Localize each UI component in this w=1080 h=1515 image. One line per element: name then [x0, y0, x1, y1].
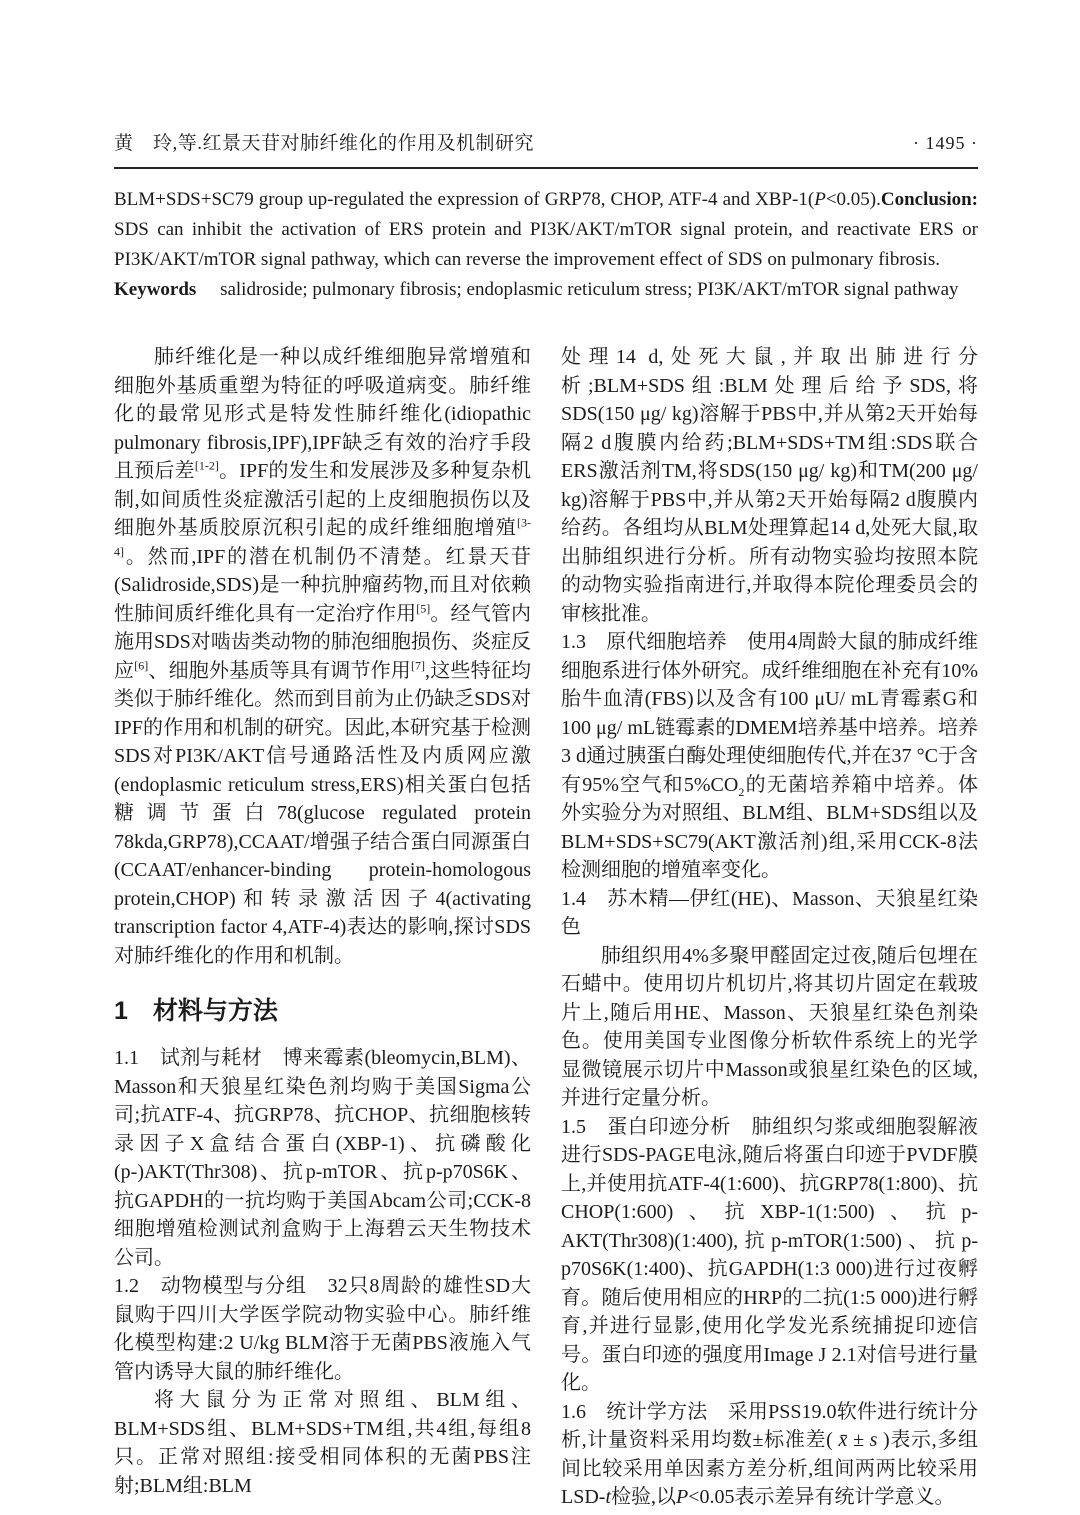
paragraph: [561, 885, 978, 942]
reference-superscript: [5]: [416, 600, 431, 615]
reference-superscript: [3-4]: [114, 515, 531, 558]
text-run: 处理14 d,处死大鼠,并取出肺进行分析;BLM+SDS组:BLM处理后给予SDS,将SDS(150 μg/ kg)溶解于PBS中,并从第2天开始每隔2 d腹膜内给药;BLM+SDS+TM组:SDS联合ERS激活剂TM,将SDS(150 μg/ kg)和TM(200 μg/ kg)溶解于PBS中,并从第2天开始每隔2 d腹膜内给药。各组均从BLM处理算起14 d,处死大鼠,取出肺组织进行分析。所有动物实验均按照本院的动物实验指南进行,并取得本院伦理委员会的审核批准。: [561, 346, 978, 625]
paragraph: [561, 942, 978, 1113]
text-run: <0.05表示差异有统计学意义。: [688, 1486, 955, 1508]
text-run: 1.3 原代细胞培养 使用4周龄大鼠的肺成纤维细胞系进行体外研究。成纤维细胞在补充有10%胎牛血清(FBS)以及含有100 μU/ mL青霉素G和100 μg/ mL链霉素的DMEM培养基中培养。培养3 d通过胰蛋白酶处理使细胞传代,并在37 °C于含有95%空气和5%CO: [561, 631, 978, 796]
article-body: [114, 343, 978, 1512]
text-run: 将大鼠分为正常对照组、BLM组、BLM+SDS组、BLM+SDS+TM组,共4组,每组8只。正常对照组:接受相同体积的无菌PBS注射;BLM组:BLM: [114, 1389, 531, 1497]
text-run: 1 材料与方法: [114, 997, 278, 1025]
text-run: 。IPF的发生和发展涉及多种复杂机制,如间质性炎症激活引起的上皮细胞损伤以及细胞外基质胶原沉积引起的成纤维细胞增殖: [114, 460, 532, 539]
text-run: t: [605, 1486, 612, 1508]
text-run: 检验,以: [611, 1486, 677, 1508]
text-run: BLM+SDS+SC79 group up-regulated the expression of GRP78, CHOP, ATF-4 and XBP-1(: [114, 189, 815, 210]
text-run: P: [814, 189, 826, 210]
text-run: salidroside; pulmonary fibrosis; endoplasmic reticulum stress; PI3K/AKT/mTOR signal pathway: [196, 279, 959, 300]
subscript-text: 2: [738, 784, 745, 799]
text-run: ,这些特征均类似于肺纤维化。然而到目前为止仍缺乏SDS对IPF的作用和机制的研究。因此,本研究基于检测SDS对PI3K/AKT信号通路活性及内质网应激(endoplasmic reticulum stress,ERS)相关蛋白包括糖调节蛋白78(glucose regulated protein 78kda,GRP78),CCAAT/增强子结合蛋白同源蛋白(CCAAT/enhancer-binding protein-homologous protein,CHOP)和转录激活因子4(activating transcription factor 4,ATF-4)表达的影响,探讨SDS对肺纤维化的作用和机制。: [114, 659, 532, 967]
paragraph: [114, 1044, 531, 1272]
text-run: 1.6 统计学方法 采用PSS19.0软件进行统计分析,计量资料采用均数±标准差(: [561, 1400, 978, 1451]
keywords-line: [114, 275, 978, 305]
text-run: 1.1 试剂与耗材 博来霉素(bleomycin,BLM)、Masson和天狼星红染色剂均购于美国Sigma公司;抗ATF-4、抗GRP78、抗CHOP、抗细胞核转录因子X盒结合蛋白(XBP-1)、抗磷酸化(p-)AKT(Thr308)、抗p-mTOR、抗p-p70S6K、抗GAPDH的一抗均购于美国Abcam公司;CCK-8细胞增殖检测试剂盒购于上海碧云天生物技术公司。: [114, 1047, 531, 1269]
abstract-continuation: [114, 185, 978, 275]
text-run: x̄ ± s: [838, 1429, 878, 1451]
reference-superscript: [1-2]: [194, 458, 219, 473]
paragraph: [114, 343, 531, 970]
page-number: · 1495 ·: [913, 133, 978, 153]
text-run: 。然而,IPF的潜在机制仍不清楚。红景天苷(Salidroside,SDS)是一种抗肿瘤药物,而且对依赖性肺间质纤维化具有一定治疗作用: [114, 545, 531, 625]
text-run: 。经气管内施用SDS对啮齿类动物的肺泡细胞损伤、炎症反应: [114, 602, 532, 682]
text-run: 1.5 蛋白印迹分析 肺组织匀浆或细胞裂解液进行SDS-PAGE电泳,随后将蛋白印迹于PVDF膜上,并使用抗ATF-4(1:600)、抗GRP78(1:800)、抗CHOP(1:600)、抗XBP-1(1:500)、抗p-AKT(Thr308)(1:400),抗p-mTOR(1:500)、抗p-p70S6K(1:400)、抗GAPDH(1:3 000)进行过夜孵育。随后使用相应的HRP的二抗(1:5 000)进行孵育,并进行显影,使用化学发光系统捕捉印迹信号。蛋白印迹的强度用Image J 2.1对信号进行量化。: [561, 1115, 978, 1394]
text-run: Conclusion:: [880, 189, 978, 210]
running-title: 黄 玲,等.红景天苷对肺纤维化的作用及机制研究: [114, 133, 535, 154]
right-column: [561, 343, 978, 1512]
text-run: Keywords: [114, 279, 197, 300]
paragraph: [561, 343, 978, 628]
section-heading: [114, 996, 531, 1027]
reference-superscript: [7]: [411, 657, 426, 672]
text-run: <0.05).: [825, 189, 881, 210]
text-run: P: [676, 1486, 689, 1508]
left-column: [114, 343, 531, 1512]
text-run: 肺组织用4%多聚甲醛固定过夜,随后包埋在石蜡中。使用切片机切片,将其切片固定在载玻片上,随后用HE、Masson、天狼星红染色剂染色。使用美国专业图像分析软件系统上的光学显微镜展示切片中Masson或狼星红染色的区域,并进行定量分析。: [561, 944, 978, 1109]
text-run: 、细胞外基质等具有调节作用: [148, 659, 412, 682]
text-run: 的无菌培养箱中培养。体外实验分为对照组、BLM组、BLM+SDS组以及BLM+SDS+SC79(AKT激活剂)组,采用CCK-8法检测细胞的增殖率变化。: [561, 773, 979, 881]
paragraph: [561, 1113, 978, 1398]
paragraph: [561, 628, 978, 885]
text-run: SDS can inhibit the activation of ERS protein and PI3K/AKT/mTOR signal protein, and reactivate ERS or PI3K/AKT/mTOR signal pathway, which can reverse the improvement effect of SDS on pulmonary fibrosis.: [114, 219, 978, 270]
text-run: )表示,多组间比较采用单因素方差分析,组间两两比较采用LSD-: [561, 1429, 978, 1508]
paragraph: [561, 1398, 978, 1512]
paragraph: [114, 1386, 531, 1500]
text-run: 肺纤维化是一种以成纤维细胞异常增殖和细胞外基质重塑为特征的呼吸道病变。肺纤维化的最常见形式是特发性肺纤维化(idiopathic pulmonary fibrosis,IPF),IPF缺乏有效的治疗手段且预后差: [114, 346, 531, 482]
reference-superscript: [6]: [134, 657, 149, 672]
page-header: [114, 128, 978, 169]
paragraph: [114, 1272, 531, 1386]
text-run: 1.2 动物模型与分组 32只8周龄的雄性SD大鼠购于四川大学医学院动物实验中心。肺纤维化模型构建:2 U/kg BLM溶于无菌PBS液施入气管内诱导大鼠的肺纤维化。: [114, 1275, 531, 1383]
text-run: 1.4 苏木精—伊红(HE)、Masson、天狼星红染色: [561, 887, 978, 938]
